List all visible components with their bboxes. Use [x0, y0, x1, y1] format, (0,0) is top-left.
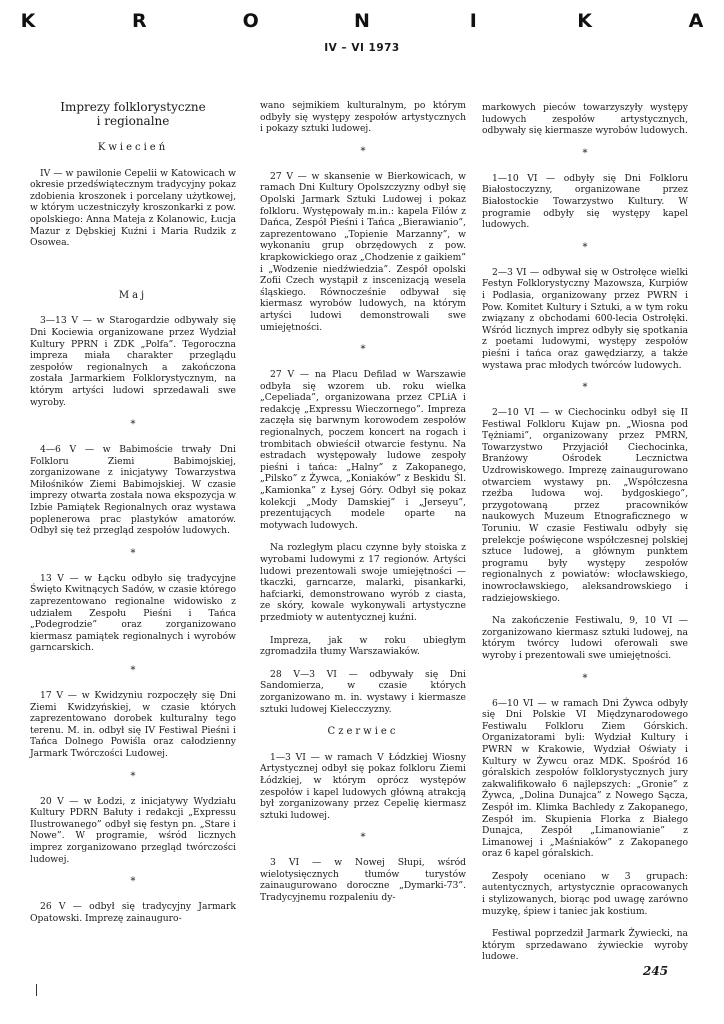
section-title: [30, 100, 236, 128]
article-paragraph: Festiwal poprzedził Jarmark Żywiecki, na którym sprzedawano żywieckie wyroby ludowe.: [482, 928, 688, 963]
article-paragraph: 2—3 VI — odbywał się w Ostrołęce wielki Festyn Folklorystyczny Mazowsza, Kurpiów i Podlasia, organizowany przez PWRN i Pow. Komitet Kultury i Sztuki, a w tym roku związany z obchodami 600-lecia Ostrołęki. Wśród licznych imprez odbyły się spotkania z poetami ludowymi, występy zespołów pieśni i tańca oraz gawędziarzy, a także wystawa prac młodych twórców ludowych.: [482, 266, 688, 371]
article-paragraph: wano sejmikiem kulturalnym, po którym odbyły się występy zespołów artystycznych i pokazy sztuki ludowej.: [260, 100, 466, 135]
article-paragraph: IV — w pawilonie Cepelii w Katowicach w okresie przedświątecznym tradycyjny pokaz zdobienia kroszonek i porcelany użytkowej, w którym uczestniczyły kroszonkarki z pow. opolskiego: Anna Mateja z Kolanowic, Łucja Mazur z Dębskiej Kuźni i Maria Rudzik z Osowea.: [30, 167, 236, 249]
separator-star: *: [360, 145, 366, 157]
separator-star: *: [582, 382, 588, 394]
separator-star: *: [360, 344, 366, 356]
column-2: [260, 100, 466, 915]
crop-mark: [36, 984, 37, 996]
article-paragraph: Na zakończenie Festiwalu, 9, 10 VI — zorganizowano kiermasz sztuki ludowej, na którym twórcy ludowi oferowali swe wyroby i prezentowali swe umiejętności.: [482, 615, 688, 661]
article-paragraph: 27 V — w skansenie w Bierkowicach, w ramach Dni Kultury Opolszczyzny odbył się Opolski Jarmark Sztuki Ludowej i pokaz folkloru. Występowały m.in.: kapela Filów z Dańca, Zespół Pieśni i Tańca „Bierawianio”, zaprezentowano „Topienie Marzanny”, w wykonaniu grup obrzędowych z pow. krapkowickiego oraz „Chodzenie z gaikiem” i „Wodzenie niedźwiedzia”. Zespół opolski Zofii Czech wystąpił z inscenizacją wesela śląskiego. Równocześnie odbywał się kiermasz wyrobów ludowych, na którym artyści ludowi demonstrowali swe umiejętności.: [260, 170, 466, 333]
separator-star: *: [130, 876, 136, 888]
article-paragraph: 4—6 V — w Babimoście trwały Dni Folkloru Ziemi Babimojskiej, zorganizowane z inicjatywy Towarzystwa Miłośników Ziemi Babimojskiej. W czasie imprezy otwarta została nowa ekspozycja w Izbie Pamiątek Regionalnych oraz wystawa poplenerowa prac plastyków amatorów. Odbył się też przegląd zespołów ludowych.: [30, 444, 236, 537]
article-paragraph: 13 V — w Łącku odbyło się tradycyjne Święto Kwitnących Sadów, w czasie którego zaprezentowano regionalne widowisko z udziałem Zespołu Pieśni i Tańca „Podegrodzie” oraz zorganizowano kiermasz pamiątek regionalnych i wyrobów garncarskich.: [30, 572, 236, 654]
masthead-letter: N: [354, 10, 370, 32]
separator-star: *: [130, 547, 136, 559]
article-paragraph: 28 V—3 VI — odbywały się Dni Sandomierza, w czasie których zorganizowano m. in. wystawy i kiermasze sztuki ludowej Kielecczyzny.: [260, 668, 466, 715]
month-heading-april: Kwiecień: [97, 142, 169, 153]
section-title-line-1: Imprezy folklorystyczne: [60, 100, 206, 114]
separator-star: *: [582, 147, 588, 159]
masthead-letter: K: [577, 10, 592, 32]
separator-star: *: [360, 832, 366, 844]
article-paragraph: 1—10 VI — odbyły się Dni Folkloru Białostoczyzny, organizowane przez Białostockie Towarzystwo Kultury. W programie odbyły się występy kapel ludowych.: [482, 172, 688, 231]
section-title-line-2: i regionalne: [96, 114, 170, 128]
column-1: [30, 100, 236, 935]
article-paragraph: Zespoły oceniano w 3 grupach: autentycznych, artystycznie opracowanych i stylizowanych, biorąc pod uwagę zarówno muzykę, śpiew i taniec jak kostium.: [482, 870, 688, 917]
masthead-letter: R: [132, 10, 147, 32]
page-number: 245: [643, 964, 669, 978]
masthead-letter: I: [469, 10, 477, 32]
month-heading-june: Czerwiec: [327, 726, 399, 738]
separator-star: *: [130, 419, 136, 431]
masthead-letter: A: [688, 10, 704, 32]
article-paragraph: markowych pieców towarzyszyły występy ludowych zespołów artystycznych, odbywały się kiermasze wyrobów ludowych.: [482, 102, 688, 137]
article-paragraph: 2—10 VI — w Ciechocinku odbył się II Festiwal Folkloru Kujaw pn. „Wiosna pod Tężniami”, organizowany przez PMRN, Towarzystwo Przyjaciół Ciechocinka, Branżowy Ośrodek Lecznictwa Uzdrowiskowego. Imprezę zainaugurowano otwarciem wystawy pn. „Współczesna rzeźba ludowa woj. bydgoskiego”, przygotowaną przez pracowników naukowych Muzeum Etnograficznego w Toruniu. W czasie Festiwalu odbyły się prelekcje poświęcone współczesnej polskiej sztuce ludowej, a głównym punktem programu były występy zespołów regionalnych z powiatów: włocławskiego, inowrocławskiego, aleksandrowskiego i radziejowskiego.: [482, 407, 688, 604]
article-paragraph: 1—3 VI — w ramach V Łódzkiej Wiosny Artystycznej odbył się pokaz folkloru Ziemi Łódzkiej, w którym oprócz występów zespołów i kapel ludowych główną atrakcją był zorganizowany przez Cepelię kiermasz sztuki ludowej.: [260, 751, 466, 821]
separator-star: *: [130, 770, 136, 782]
masthead-letter: K: [20, 10, 36, 32]
article-paragraph: 20 V — w Łodzi, z inicjatywy Wydziału Kultury PDRN Bałuty i redakcji „Expressu Ilustrowanego” odbył się festyn pn. „Stare i Nowe”. W programie, wśród licznych imprez zorganizowano przegląd twórczości ludowej.: [30, 795, 236, 865]
separator-star: *: [582, 241, 588, 253]
masthead-letter: O: [242, 10, 259, 32]
month-heading-may: Maj: [118, 289, 148, 301]
column-3: [482, 102, 688, 974]
masthead: [18, 6, 706, 36]
issue-date: IV – VI 1973: [324, 42, 400, 54]
article-paragraph: 27 V — na Placu Defilad w Warszawie odbyła się wzorem ub. roku wielka „Cepeliada”, organizowana przez CPLiA i redakcję „Expressu Wieczornego”. Impreza zaczęła się barwnym korowodem zespołów regionalnych, poczem koncert na rogach i trombitach obwieścił otwarcie festynu. Na estradach występowały ludowe zespoły pieśni i tańca: „Halny” z Zakopanego, „Pilsko” z Żywca, „Koniaków” z Beskidu Śl. „Kamionka” z Łysej Góry. Odbył się pokaz kolekcji „Mody Damskiej” i „Jerseyu”, prezentujących modele oparte na motywach ludowych.: [260, 369, 466, 531]
article-paragraph: 6—10 VI — w ramach Dni Żywca odbyły się Dni Polskie VI Międzynarodowego Festiwalu Folkloru Ziem Górskich. Organizatorami byli: Wydział Kultury i PWRN w Krakowie, Wydział Oświaty i Kultury w Żywcu oraz MDK. Spośród 16 góralskich zespołów folklorystycznych jury zakwalifikowało 6 najlepszych: „Gronie” z Żywca, „Dolina Dunajca” z Nowego Sącza, Zespół im. Klimka Bachledy z Zakopanego, Zespół im. Skupienia Florka z Białego Dunajca, Zespół „Limanowianie” z Limanowej i „Maśniaków” z Zakopanego oraz 6 kapel góralskich.: [482, 697, 688, 860]
article-paragraph: Impreza, jak w roku ubiegłym zgromadziła tłumy Warszawiaków.: [260, 634, 466, 658]
article-paragraph: 26 V — odbył się tradycyjny Jarmark Opatowski. Imprezę zainauguro-: [30, 901, 236, 924]
article-paragraph: 3 VI — w Nowej Słupi, wśród wielotysięcznych tłumów turystów zainaugurowano doroczne „Dymarki-73”. Tradycyjnemu rozpaleniu dy-: [260, 857, 466, 904]
article-paragraph: Na rozległym placu czynne były stoiska z wyrobami ludowymi z 17 regionów. Artyści ludowi prezentowali swoje umiejętności — tkaczki, garncarze, malarki, pisankarki, hafciarki, demonstrowano wyrób z ciasta, ze skóry, kowale wykonywali artystyczne przedmioty w autentycznej kuźni.: [260, 542, 466, 623]
article-paragraph: 3—13 V — w Starogardzie odbywały się Dni Kociewia organizowane przez Wydział Kultury PPRN i ZDK „Polfa”. Tegoroczna impreza miała charakter przeglądu zespołów regionalnych a zakończona została Jarmarkiem Folklorystycznym, na którym artyści ludowi sprzedawali swe wyroby.: [30, 315, 236, 408]
article-paragraph: 17 V — w Kwidzyniu rozpoczęły się Dni Ziemi Kwidzyńskiej, w czasie których zaprezentowano dorobek kulturalny tego terenu. M. in. odbył się IV Festiwal Pieśni i Tańca Dolnego Powiśla oraz całodzienny Jarmark Twórczości Ludowej.: [30, 690, 236, 759]
separator-star: *: [130, 665, 136, 676]
separator-star: *: [582, 672, 588, 684]
